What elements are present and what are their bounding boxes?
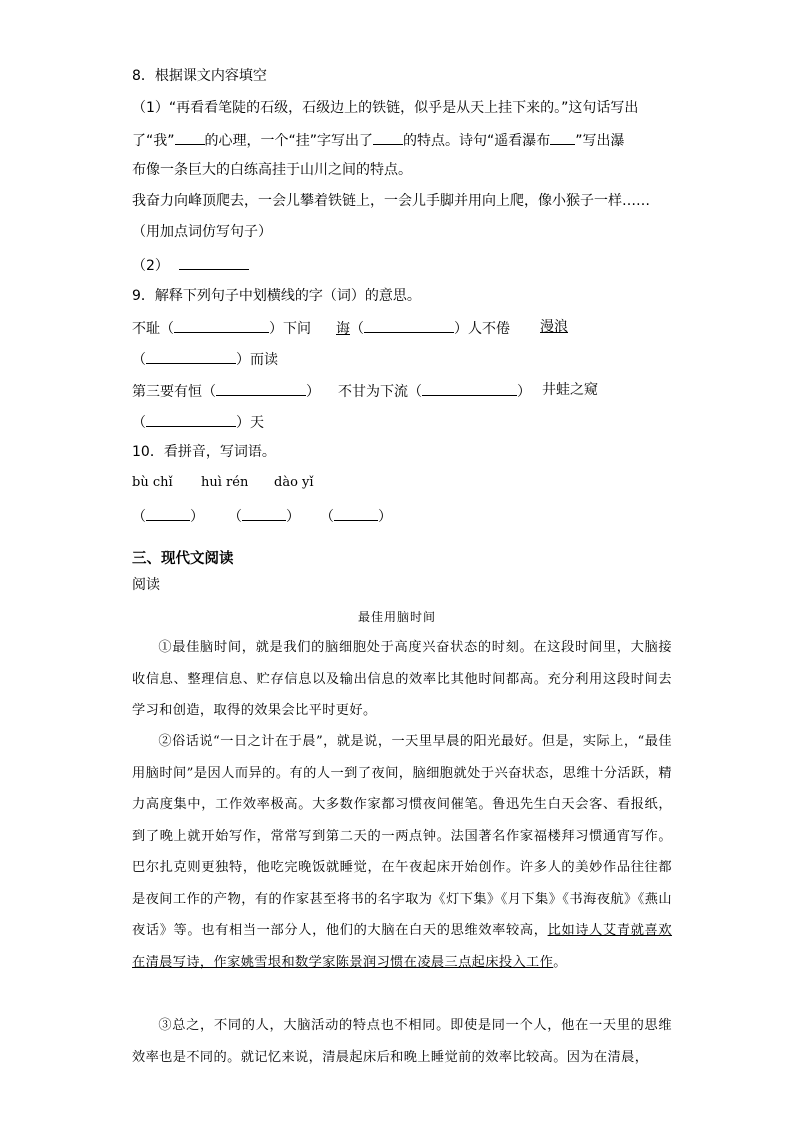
q8-p1-line4: 我奋力向峰顶爬去，一会儿攀着铁链上，一会儿手脚并用向上爬，像小猴子一样…… [132, 193, 650, 209]
q9-item-hui-end: ）人不倦 [454, 321, 510, 337]
article-para-2-underlined: 比如诗人艾青就喜欢在清晨写诗，作家姚雪垠和数学家陈景润习惯在凌晨三点起床投入工作 [132, 923, 673, 970]
q10-pinyin-1: bù chǐ [132, 475, 173, 490]
q9-paren-open-4: （ [132, 415, 146, 431]
q10-pinyin-3: dào yǐ [274, 475, 314, 490]
q9-item-buchi-end: ）下问 [269, 321, 311, 337]
q9-word-hui: 诲 [336, 321, 350, 337]
q9-blank-youheng[interactable] [216, 380, 306, 396]
q10-answer-2 [228, 505, 300, 527]
q10-blank-2[interactable] [242, 505, 286, 521]
q10-paren-open-3: （ [320, 509, 334, 525]
q10-title: 10．看拼音，写词语。 [132, 444, 276, 460]
q8-blank-1[interactable] [175, 129, 205, 145]
q8-blank-4[interactable] [179, 254, 249, 270]
q10-pinyin-2: huì rén [201, 475, 249, 490]
q8-p1-line1: （1）“再看看笔陡的石级，石级边上的铁链，似乎是从天上挂下来的。”这句话写出 [132, 100, 639, 116]
q9-row2 [132, 348, 278, 370]
q9-item-kui-end: ）天 [236, 415, 264, 431]
q8-line2-d: ”写出瀑 [575, 133, 625, 149]
q10-blank-1[interactable] [146, 505, 190, 521]
q9-title: 9．解释下列句子中划横线的字（词）的意思。 [132, 288, 421, 304]
q9-item-buchi-open: 不耻（ [132, 321, 174, 337]
q9-paren-open-2: （ [132, 352, 146, 368]
article-para-1: ①最佳脑时间，就是我们的脑细胞处于高度兴奋状态的时刻。在这段时间里，大脑接收信息、整理信息、贮存信息以及输出信息的效率比其他时间都高。充分利用这段时间去学习和创造，取得的效果会比平时更好。 [132, 640, 672, 718]
q9-row1-b [336, 317, 510, 339]
q9-item-youheng-open: 第三要有恒（ [132, 384, 216, 400]
q8-p2 [132, 254, 249, 276]
q9-item-xialiu-end: ） [517, 384, 531, 400]
q10-answer-1 [132, 505, 204, 527]
article-para-2-text: ②俗话说“一日之计在于晨”，就是说，一天里早晨的阳光最好。但是，实际上，“最佳用脑时间”是因人而异的。有的人一到了夜间，脑细胞就处于兴奋状态，思维十分活跃，精力高度集中，工作效率极高。大多数作家都习惯夜间催笔。鲁迅先生白天会客、看报纸，到了晚上就开始写作，常常写到第二天的一两点钟。法国著名作家福楼拜习惯通宵写作。巴尔扎克则更独特，他吃完晚饭就睡觉，在午夜起床开始创作。许多人的美妙作品往往都是夜间工作的产物，有的作家甚至将书的名字取为《灯下集》《月下集》《书海夜航》《燕山夜话》等。也有相当一部分人，他们的大脑在白天的思维效率较高， [132, 734, 672, 938]
q8-line2-c: 的特点。诗句“遥看瀑布 [403, 133, 551, 149]
q9-paren-open: （ [350, 321, 364, 337]
q10-paren-close-1: ） [190, 509, 204, 525]
q9-item-jingwa: 井蛙之窥 [542, 382, 598, 398]
article-para-3: ③总之，不同的人，大脑活动的特点也不相同。即使是同一个人，他在一天里的思维效率也是不同的。就记忆来说，清晨起床后和晚上睡觉前的效率比较高。因为在清晨， [132, 1018, 672, 1065]
q8-p1-line5: （用加点词仿写句子） [132, 224, 272, 240]
q8-p1-line3: 布像一条巨大的白练高挂于山川之间的特点。 [132, 162, 412, 178]
article-para-2-end: 。 [553, 954, 567, 970]
q9-row1-c [540, 317, 568, 337]
q8-line2-b: 的心理，一个“挂”字写出了 [204, 133, 374, 149]
q9-word-manlang: 漫浪 [540, 319, 568, 335]
q10-paren-open-2: （ [228, 509, 242, 525]
q9-blank-kui[interactable] [146, 411, 236, 427]
q9-item-youheng-end: ） [306, 384, 320, 400]
q9-row1 [132, 317, 311, 339]
q9-blank-hui[interactable] [364, 317, 454, 333]
q9-row3-b [338, 380, 531, 402]
article-para-2 [132, 726, 672, 978]
q10-paren-open-1: （ [132, 509, 146, 525]
q9-blank-manlang[interactable] [146, 348, 236, 364]
q9-blank-buchi[interactable] [174, 317, 269, 333]
article-title: 最佳用脑时间 [357, 610, 436, 624]
q9-item-manlang-end: ）而读 [236, 352, 278, 368]
q9-row3-a [132, 380, 320, 402]
q10-blank-3[interactable] [334, 505, 378, 521]
q8-p1-line2 [132, 129, 625, 151]
q10-paren-close-3: ） [378, 509, 392, 525]
section3-heading: 三、现代文阅读 [132, 551, 234, 567]
q9-row3-c [542, 380, 598, 400]
q8-line2-a: 了“我” [132, 133, 175, 149]
q10-answer-3 [320, 505, 392, 527]
q8-blank-3[interactable] [550, 129, 575, 145]
q8-blank-2[interactable] [373, 129, 403, 145]
q9-item-xialiu-open: 不甘为下流（ [338, 384, 422, 400]
section3-sub: 阅读 [132, 577, 160, 593]
q8-title: 8．根据课文内容填空 [132, 68, 267, 84]
q9-row4 [132, 411, 264, 433]
q8-p2-label: （2） [132, 258, 169, 274]
q10-paren-close-2: ） [286, 509, 300, 525]
q9-blank-xialiu[interactable] [422, 380, 517, 396]
